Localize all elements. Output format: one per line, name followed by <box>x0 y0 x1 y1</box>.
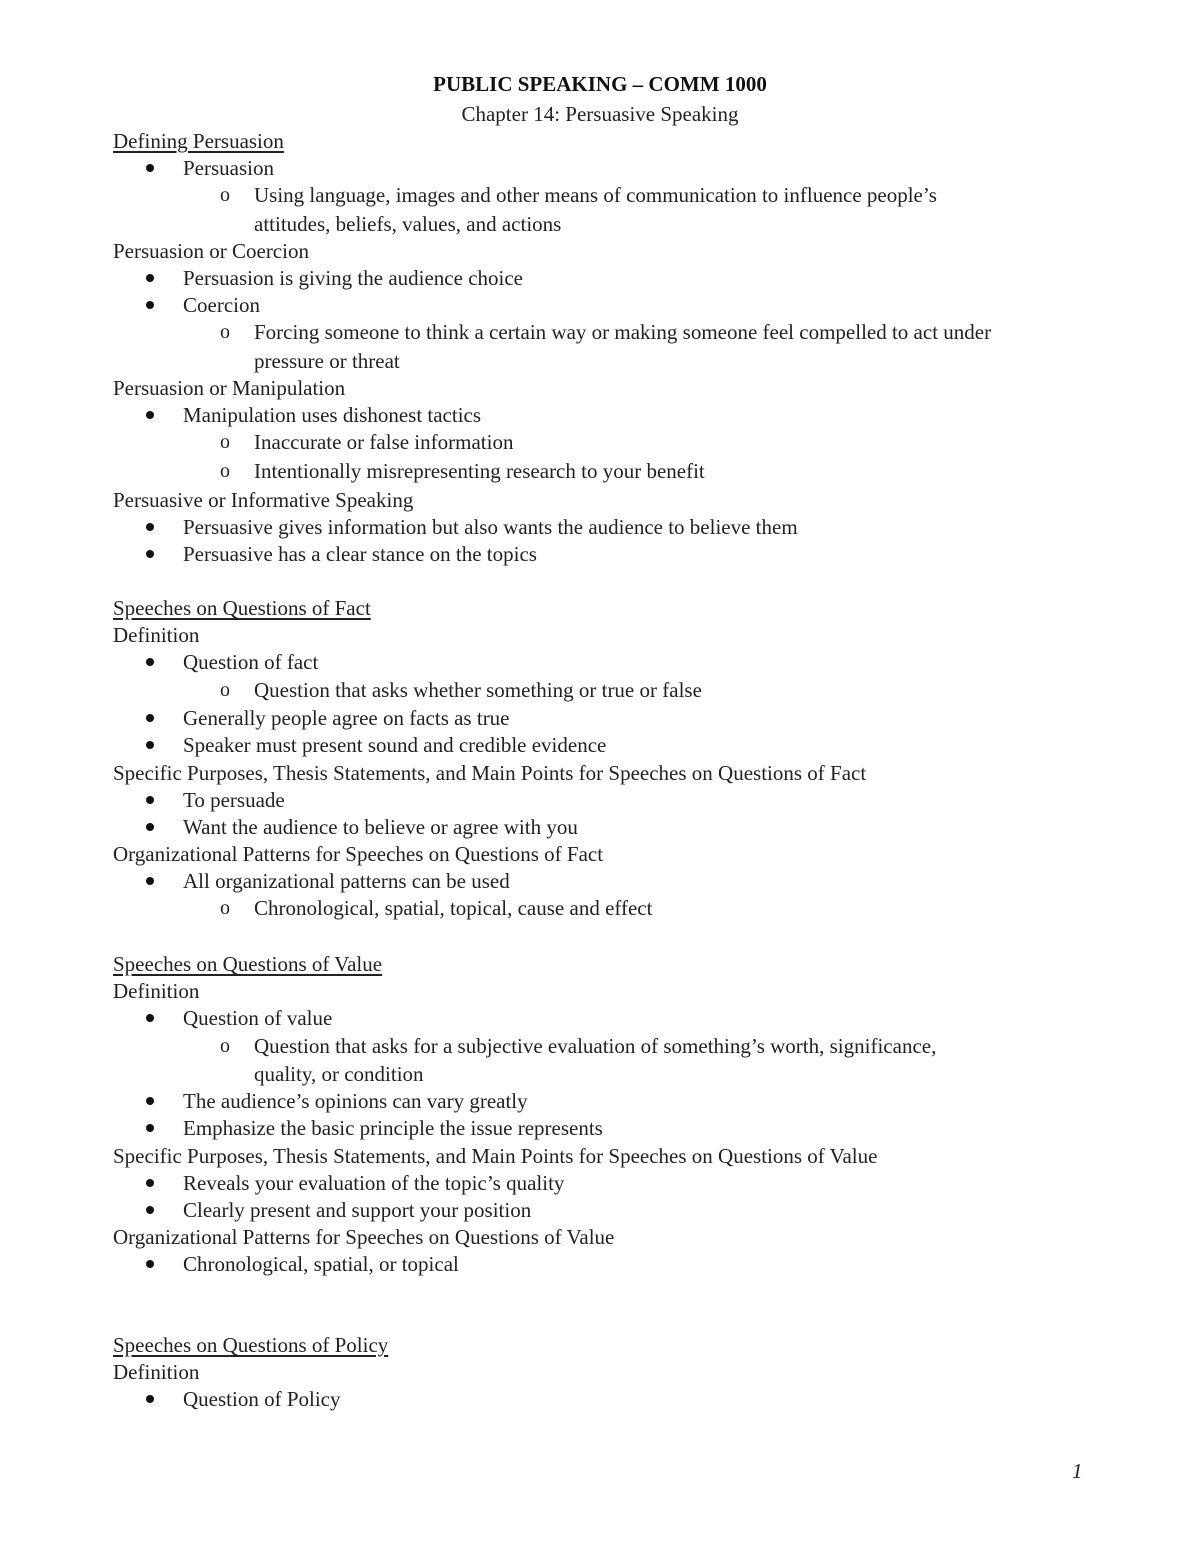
bullet-item: Generally people agree on facts as true <box>183 706 510 730</box>
bullet-item: Question of fact <box>183 650 319 674</box>
bullet-item: All organizational patterns can be used <box>183 869 510 893</box>
bullet-item: Manipulation uses dishonest tactics <box>183 403 482 427</box>
sub-bullet-icon: o <box>220 460 230 482</box>
bullet-icon <box>146 164 154 172</box>
subsection-heading: Organizational Patterns for Speeches on Questions of Fact <box>113 842 604 866</box>
bullet-icon <box>146 1179 154 1187</box>
subsection-heading: Specific Purposes, Thesis Statements, and Main Points for Speeches on Questions of Fact <box>113 761 867 785</box>
subsection-heading: Persuasion or Manipulation <box>113 376 346 400</box>
bullet-icon <box>146 823 154 831</box>
subsection-heading: Specific Purposes, Thesis Statements, and Main Points for Speeches on Questions of Value <box>113 1144 878 1168</box>
bullet-item: To persuade <box>183 788 285 812</box>
subsection-heading: Persuasive or Informative Speaking <box>113 488 414 512</box>
subsection-heading: Definition <box>113 1360 200 1384</box>
bullet-icon <box>146 877 154 885</box>
sub-bullet-item: Question that asks for a subjective evaluation of something’s worth, significance, <box>254 1034 937 1058</box>
subsection-heading: Persuasion or Coercion <box>113 239 309 263</box>
bullet-item: Persuasion is giving the audience choice <box>183 266 523 290</box>
bullet-icon <box>146 741 154 749</box>
bullet-icon <box>146 301 154 309</box>
subsection-heading: Definition <box>113 979 200 1003</box>
bullet-icon <box>146 1124 154 1132</box>
bullet-icon <box>146 714 154 722</box>
bullet-item: Coercion <box>183 293 260 317</box>
sub-bullet-item: quality, or condition <box>254 1062 424 1086</box>
chapter-subtitle: Chapter 14: Persuasive Speaking <box>461 102 739 126</box>
bullet-item: Speaker must present sound and credible evidence <box>183 733 607 757</box>
bullet-icon <box>146 523 154 531</box>
bullet-item: Chronological, spatial, or topical <box>183 1252 459 1276</box>
bullet-item: Persuasive gives information but also wants the audience to believe them <box>183 515 798 539</box>
section-heading: Defining Persuasion <box>113 129 284 153</box>
sub-bullet-item: Intentionally misrepresenting research to your benefit <box>254 459 705 483</box>
bullet-item: Persuasion <box>183 156 274 180</box>
sub-bullet-icon: o <box>220 1035 230 1057</box>
sub-bullet-item: Inaccurate or false information <box>254 430 514 454</box>
sub-bullet-icon: o <box>220 184 230 206</box>
section-heading: Speeches on Questions of Fact <box>113 596 371 620</box>
sub-bullet-icon: o <box>220 431 230 453</box>
bullet-icon <box>146 796 154 804</box>
subsection-heading: Organizational Patterns for Speeches on Questions of Value <box>113 1225 615 1249</box>
bullet-item: Reveals your evaluation of the topic’s quality <box>183 1171 565 1195</box>
bullet-item: Persuasive has a clear stance on the topics <box>183 542 537 566</box>
bullet-icon <box>146 1097 154 1105</box>
sub-bullet-icon: o <box>220 679 230 701</box>
sub-bullet-item: Chronological, spatial, topical, cause and effect <box>254 896 653 920</box>
bullet-item: Emphasize the basic principle the issue represents <box>183 1116 603 1140</box>
sub-bullet-item: attitudes, beliefs, values, and actions <box>254 212 562 236</box>
bullet-item: The audience’s opinions can vary greatly <box>183 1089 528 1113</box>
bullet-icon <box>146 1014 154 1022</box>
sub-bullet-icon: o <box>220 897 230 919</box>
bullet-icon <box>146 550 154 558</box>
bullet-icon <box>146 1395 154 1403</box>
section-heading: Speeches on Questions of Policy <box>113 1333 389 1357</box>
document-title: PUBLIC SPEAKING – COMM 1000 <box>433 72 767 96</box>
bullet-item: Clearly present and support your position <box>183 1198 532 1222</box>
sub-bullet-item: Using language, images and other means of communication to influence people’s <box>254 183 937 207</box>
section-heading: Speeches on Questions of Value <box>113 952 383 976</box>
bullet-icon <box>146 411 154 419</box>
bullet-icon <box>146 274 154 282</box>
bullet-item: Question of Policy <box>183 1387 341 1411</box>
bullet-item: Want the audience to believe or agree with you <box>183 815 578 839</box>
sub-bullet-icon: o <box>220 321 230 343</box>
sub-bullet-item: pressure or threat <box>254 349 400 373</box>
bullet-icon <box>146 1260 154 1268</box>
subsection-heading: Definition <box>113 623 200 647</box>
sub-bullet-item: Forcing someone to think a certain way or making someone feel compelled to act under <box>254 320 992 344</box>
sub-bullet-item: Question that asks whether something or true or false <box>254 678 702 702</box>
bullet-item: Question of value <box>183 1006 333 1030</box>
bullet-icon <box>146 658 154 666</box>
page-number: 1 <box>1072 1459 1083 1483</box>
bullet-icon <box>146 1206 154 1214</box>
